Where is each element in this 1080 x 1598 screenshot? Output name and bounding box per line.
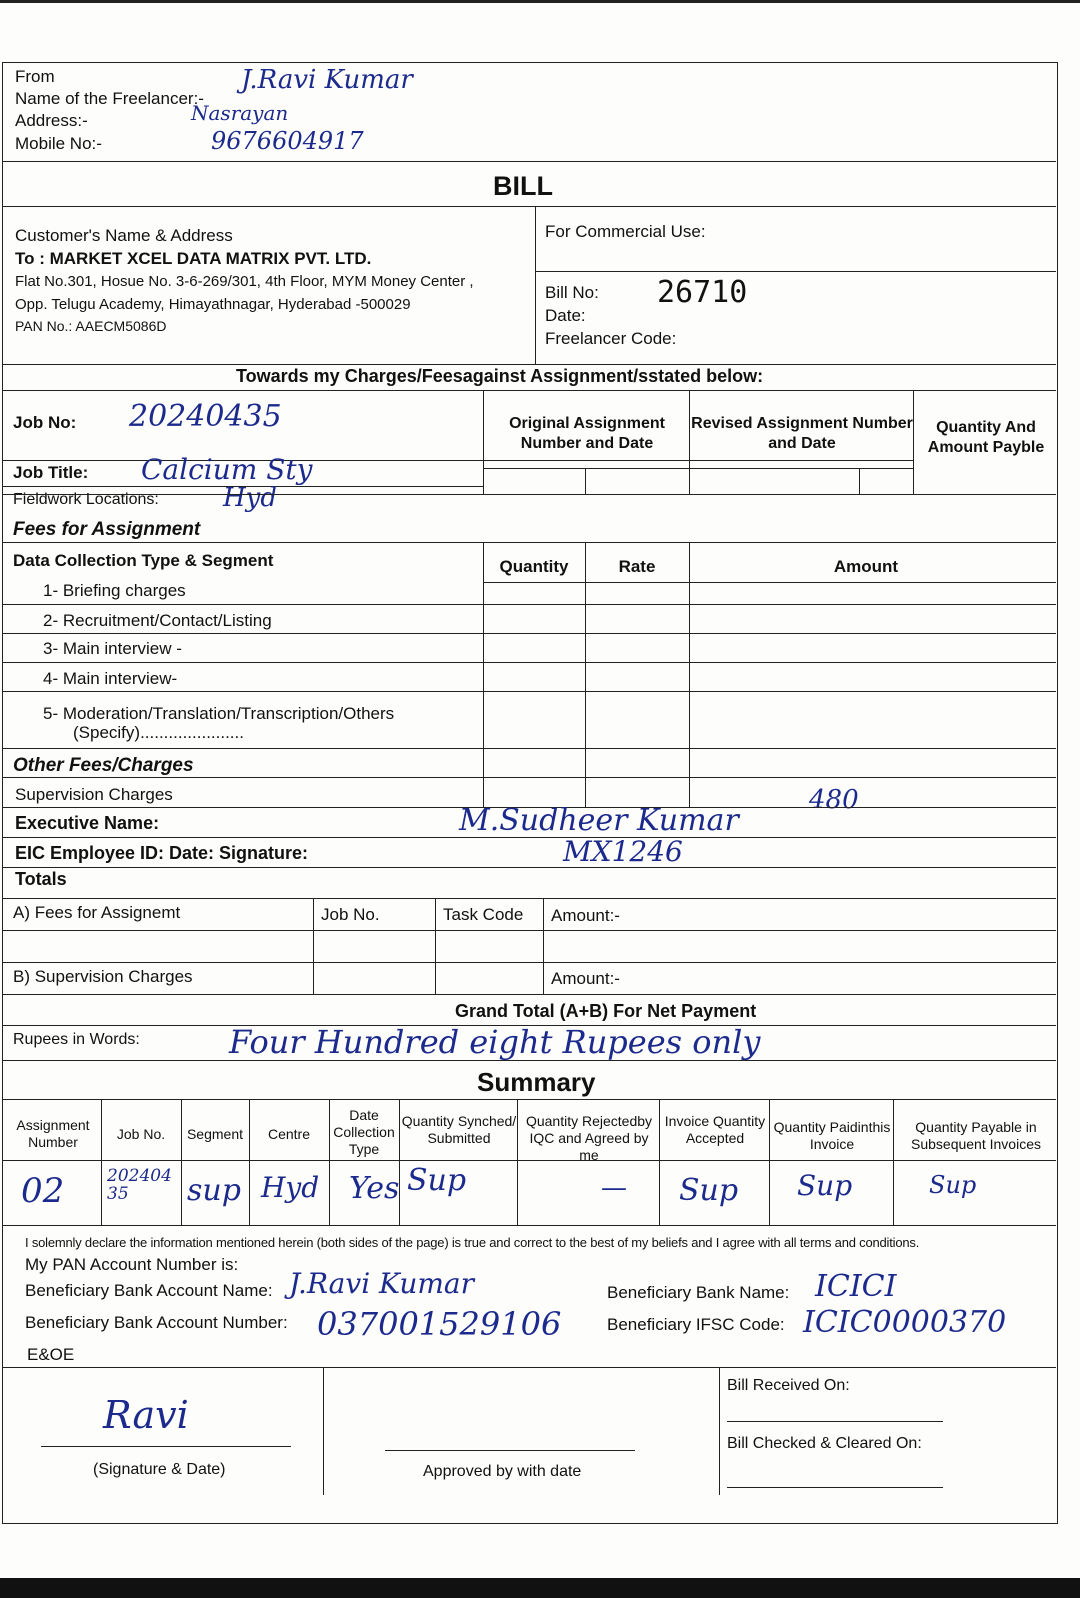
other-heading: Other Fees/Charges <box>13 755 194 776</box>
rule <box>535 271 1056 272</box>
ifsc-label: Beneficiary IFSC Code: <box>607 1315 785 1334</box>
summary-cell: 20240435 <box>107 1166 172 1204</box>
summary-cell: Hyd <box>261 1171 320 1204</box>
fee-item: 5- Moderation/Translation/Transcription/Others <box>43 704 395 723</box>
bill-no-label: Bill No: <box>545 283 599 302</box>
summary-header: Segment <box>186 1126 244 1142</box>
fee-item: (Specify)...................... <box>73 723 244 742</box>
rule <box>859 468 860 494</box>
summary-header: Invoice Quantity Accepted <box>664 1113 766 1146</box>
rule <box>893 1099 894 1225</box>
fee-item: 4- Main interview- <box>43 669 178 688</box>
freelancer-label: Name of the Freelancer:- <box>15 89 204 108</box>
pan-label: My PAN Account Number is: <box>25 1255 239 1274</box>
received-label: Bill Received On: <box>727 1377 850 1394</box>
address-label: Address:- <box>15 111 88 130</box>
locations-handwritten: Hyd <box>223 483 278 513</box>
summary-header: Date Collection Type <box>333 1107 395 1157</box>
declaration-text: I solemnly declare the information mentioned herein (both sides of the page) is true and correct to the best of my beliefs and I agree with all terms and conditions. <box>25 1235 920 1250</box>
rule <box>3 542 1056 543</box>
rule <box>3 494 1056 495</box>
rule <box>3 390 1056 391</box>
account-name-label: Beneficiary Bank Account Name: <box>25 1281 273 1300</box>
quantity-header: Quantity <box>499 557 569 576</box>
rule <box>3 867 1056 868</box>
rule <box>543 898 544 994</box>
supervision-label: Supervision Charges <box>15 785 173 804</box>
totals-b-label: B) Supervision Charges <box>13 967 193 986</box>
rule <box>3 994 1056 995</box>
from-label: From <box>15 67 55 86</box>
customer-to: To : MARKET XCEL DATA MATRIX PVT. LTD. <box>15 249 372 268</box>
summary-cell: Sup <box>407 1163 467 1198</box>
summary-header: Quantity Synched/ Submitted <box>401 1113 517 1146</box>
job-title-label: Job Title: <box>13 463 89 482</box>
executive-label: Executive Name: <box>15 813 160 833</box>
date-label: Date: <box>545 306 586 325</box>
rule <box>3 604 1056 605</box>
summary-header: Quantity Paidinthis Invoice <box>773 1119 891 1152</box>
revised-assignment-header: Revised Assignment Number and Date <box>691 415 913 452</box>
ifsc-handwritten: ICIC0000370 <box>803 1305 1007 1340</box>
summary-cell: Sup <box>679 1173 739 1208</box>
signature-label: (Signature & Date) <box>93 1461 226 1478</box>
rule <box>101 1099 102 1225</box>
summary-cell: Sup <box>929 1171 977 1199</box>
bill-no: 26710 <box>657 275 748 310</box>
rule <box>3 898 1056 899</box>
eic-handwritten: MX1246 <box>563 835 683 868</box>
totals-heading: Totals <box>15 869 67 889</box>
rule <box>323 1367 324 1495</box>
rule <box>719 1367 720 1495</box>
grand-total: Grand Total (A+B) For Net Payment <box>455 1001 757 1021</box>
totals-amount-a: Amount:- <box>551 906 620 925</box>
fee-item: 3- Main interview - <box>43 639 182 658</box>
rule <box>313 898 314 994</box>
rule <box>483 468 913 469</box>
totals-amount-b: Amount:- <box>551 969 620 988</box>
address-handwritten: Nasrayan <box>191 101 289 125</box>
checked-label: Bill Checked & Cleared On: <box>727 1435 922 1452</box>
summary-header: Quantity Payable in Subsequent Invoices <box>911 1119 1041 1152</box>
rule <box>3 1160 1056 1161</box>
fee-item: 2- Recruitment/Contact/Listing <box>43 611 272 630</box>
received-line <box>727 1421 943 1422</box>
bank-name-label: Beneficiary Bank Name: <box>607 1283 790 1302</box>
top-edge <box>0 0 1080 3</box>
customer-label: Customer's Name & Address <box>15 226 233 245</box>
rule <box>3 1225 1056 1226</box>
rule <box>3 662 1056 663</box>
job-no-label: Job No: <box>13 413 77 432</box>
job-no-handwritten: 20240435 <box>129 399 282 434</box>
rule <box>3 460 913 461</box>
rule <box>483 542 484 786</box>
bill-form <box>2 62 1058 1524</box>
rule <box>3 633 1056 634</box>
rule <box>435 898 436 994</box>
fees-heading: Fees for Assignment <box>13 519 201 540</box>
towards-heading: Towards my Charges/Feesagainst Assignment/sstated below: <box>236 366 764 386</box>
account-name-handwritten: J.Ravi Kumar <box>289 1267 475 1300</box>
rule <box>249 1099 250 1225</box>
type-header: Data Collection Type & Segment <box>13 551 274 570</box>
summary-cell: Yes <box>349 1171 400 1206</box>
freelancer-code-label: Freelancer Code: <box>545 329 677 348</box>
bank-name-handwritten: ICICI <box>815 1269 897 1304</box>
rupees-handwritten: Four Hundred eight Rupees only <box>229 1023 761 1061</box>
bottom-edge <box>0 1578 1080 1598</box>
job-title-handwritten: Calcium Sty <box>141 453 313 486</box>
rule <box>3 962 1056 963</box>
summary-cell: Sup <box>797 1169 853 1202</box>
approval-line <box>385 1450 635 1451</box>
account-number-handwritten: 037001529106 <box>317 1305 562 1343</box>
rule <box>3 1099 1056 1100</box>
account-number-label: Beneficiary Bank Account Number: <box>25 1313 288 1332</box>
totals-job-no: Job No. <box>321 905 380 924</box>
rupees-label: Rupees in Words: <box>13 1031 140 1048</box>
original-assignment-header: Original Assignment Number and Date <box>509 415 665 452</box>
rule <box>3 1367 1056 1368</box>
summary-cell: — <box>601 1173 627 1203</box>
rule <box>689 542 690 786</box>
mobile-handwritten: 9676604917 <box>211 127 364 155</box>
totals-task-code: Task Code <box>443 905 524 924</box>
signature: Ravi <box>103 1393 189 1437</box>
eic-label: EIC Employee ID: Date: Signature: <box>15 843 309 863</box>
rule <box>3 930 1056 931</box>
rule <box>181 1099 182 1225</box>
rule <box>913 390 914 494</box>
customer-pan: PAN No.: AAECM5086D <box>15 318 167 334</box>
bill-title: BILL <box>493 171 553 201</box>
summary-cell: sup <box>187 1173 241 1208</box>
supervision-amount: 480 <box>809 785 859 815</box>
eoe-label: E&OE <box>27 1345 75 1364</box>
customer-line2: Opp. Telugu Academy, Himayathnagar, Hyderabad -500029 <box>15 296 411 313</box>
approved-label: Approved by with date <box>423 1463 582 1480</box>
rule <box>585 542 586 786</box>
rule <box>399 1099 400 1225</box>
commercial-label: For Commercial Use: <box>545 222 706 241</box>
rule <box>483 582 1056 583</box>
rate-header: Rate <box>618 557 656 576</box>
summary-header: Centre <box>267 1126 311 1142</box>
rule <box>3 161 1056 162</box>
summary-header: Job No. <box>116 1126 166 1142</box>
rule <box>535 206 536 364</box>
summary-cell: 02 <box>21 1171 65 1211</box>
rule <box>3 206 1056 207</box>
summary-title: Summary <box>477 1067 596 1097</box>
customer-line1: Flat No.301, Hosue No. 3-6-269/301, 4th Floor, MYM Money Center , <box>15 273 474 290</box>
rule <box>3 364 1056 365</box>
freelancer-name-handwritten: J.Ravi Kumar <box>241 65 413 95</box>
rule <box>3 748 1056 749</box>
signature-line <box>41 1446 291 1447</box>
rule <box>3 837 1056 838</box>
rule <box>689 390 690 494</box>
rule <box>3 691 1056 692</box>
rule <box>769 1099 770 1225</box>
rule <box>3 777 1056 778</box>
checked-line <box>727 1487 943 1488</box>
rule <box>3 1060 1056 1061</box>
rule <box>517 1099 518 1225</box>
rule <box>585 468 586 494</box>
summary-header: Quantity Rejectedby IQC and Agreed by me <box>525 1113 653 1163</box>
rule <box>659 1099 660 1225</box>
mobile-label: Mobile No:- <box>15 134 102 153</box>
executive-handwritten: M.Sudheer Kumar <box>459 803 739 838</box>
summary-header: Assignment Number <box>16 1117 90 1150</box>
quantity-amount-header: Quantity And Amount Payble <box>927 419 1045 456</box>
rule <box>483 390 484 494</box>
fee-item: 1- Briefing charges <box>43 581 186 600</box>
totals-a-label: A) Fees for Assignemt <box>13 903 181 922</box>
amount-header: Amount <box>833 557 899 576</box>
locations-label: Fieldwork Locations: <box>13 491 159 508</box>
rule <box>329 1099 330 1225</box>
